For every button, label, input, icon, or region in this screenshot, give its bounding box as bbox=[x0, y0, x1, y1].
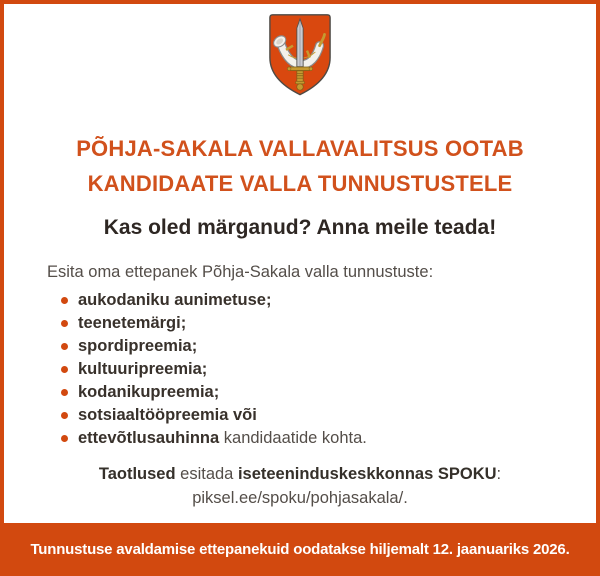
award-name: ettevõtlusauhinna bbox=[78, 429, 220, 447]
award-name: sotsiaaltööpreemia või bbox=[78, 406, 257, 424]
apply-regular-1: esitada bbox=[175, 465, 238, 483]
awards-list bbox=[4, 289, 596, 450]
list-item bbox=[78, 404, 596, 427]
municipality-coat-of-arms-icon bbox=[265, 12, 335, 108]
deadline-text: Tunnustuse avaldamise ettepanekuid oodatakse hiljemalt 12. jaanuariks 2026. bbox=[30, 541, 570, 558]
award-name: aukodaniku aunimetuse; bbox=[78, 291, 272, 309]
title-line-1: PÕHJA-SAKALA VALLAVALITSUS OOTAB bbox=[76, 136, 524, 161]
award-name: teenetemärgi; bbox=[78, 314, 187, 332]
award-name: kultuuripreemia; bbox=[78, 360, 208, 378]
award-suffix: kandidaatide kohta. bbox=[219, 429, 367, 447]
apply-line bbox=[4, 463, 596, 487]
deadline-banner bbox=[0, 523, 600, 576]
intro-text: Esita oma ettepanek Põhja-Sakala valla tunnustuste: bbox=[47, 263, 434, 281]
list-item bbox=[78, 427, 596, 450]
award-name: kodanikupreemia; bbox=[78, 383, 220, 401]
list-item bbox=[78, 312, 596, 335]
apply-bold-2: iseteeninduskeskkonnas SPOKU bbox=[237, 465, 497, 483]
apply-url: piksel.ee/spoku/pohjasakala/. bbox=[192, 488, 408, 507]
apply-bold-1: Taotlused bbox=[98, 465, 176, 483]
list-item bbox=[78, 335, 596, 358]
list-item bbox=[78, 358, 596, 381]
subtitle: Kas oled märganud? Anna meile teada! bbox=[103, 216, 497, 239]
list-item bbox=[78, 381, 596, 404]
page-title bbox=[4, 131, 596, 201]
title-line-2: KANDIDAATE VALLA TUNNUSTUSTELE bbox=[87, 171, 513, 196]
list-item bbox=[78, 289, 596, 312]
apply-colon: : bbox=[496, 465, 502, 483]
award-name: spordipreemia; bbox=[78, 337, 198, 355]
apply-instructions bbox=[4, 463, 596, 510]
